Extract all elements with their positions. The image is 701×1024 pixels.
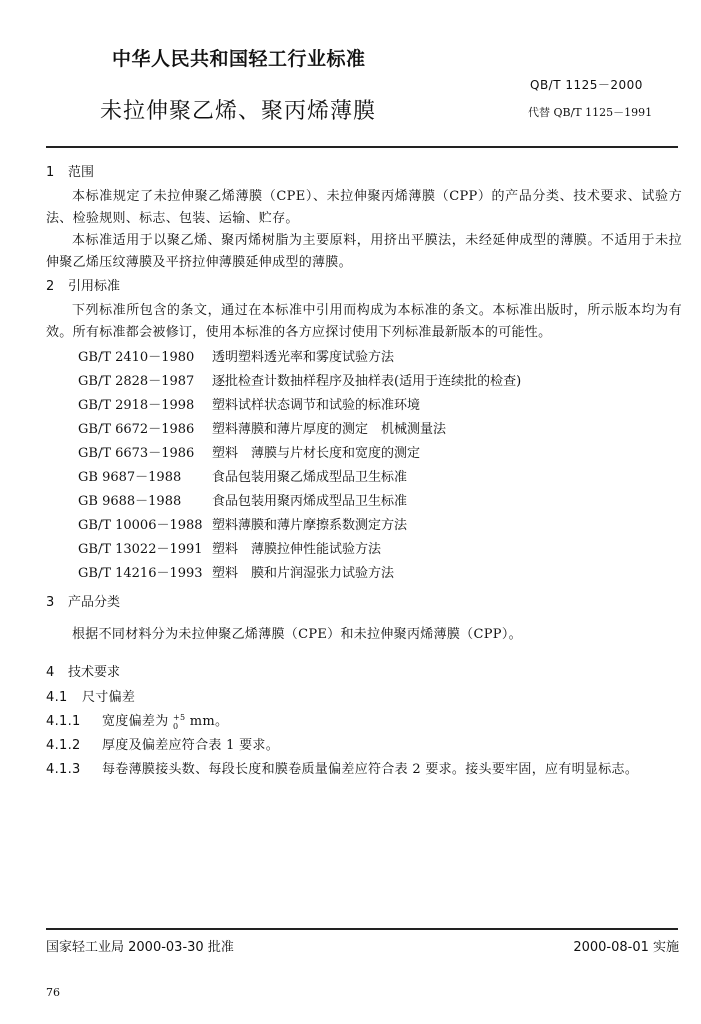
- reference-item: [46, 442, 682, 466]
- reference-title: 塑料薄膜和薄片摩擦系数测定方法: [212, 518, 408, 533]
- tolerance-lower: 0: [172, 721, 179, 731]
- reference-title: 塑料 薄膜与片材长度和宽度的测定: [212, 446, 421, 461]
- reference-title: 塑料薄膜和薄片厚度的测定 机械测量法: [212, 422, 447, 437]
- reference-item: [46, 490, 682, 514]
- reference-title: 逐批检查计数抽样程序及抽样表(适用于连续批的检查): [212, 374, 522, 389]
- clause-text: 宽度偏差为: [102, 714, 173, 729]
- section-number: 1: [46, 165, 55, 180]
- reference-code: GB/T 10006－1988: [78, 518, 203, 533]
- clause-number: 4.1: [46, 690, 68, 705]
- approval-statement: 国家轻工业局 2000-03-30 批准: [46, 940, 234, 955]
- references-intro-paragraph: 下列标准所包含的条文，通过在本标准中引用而构成为本标准的条文。本标准出版时，所示版本均为有效。所有标准都会被修订，使用本标准的各方应探讨使用下列标准最新版本的可能性。: [46, 303, 682, 340]
- reference-code: GB/T 2828－1987: [78, 374, 195, 389]
- reference-title: 食品包装用聚丙烯成型品卫生标准: [212, 494, 408, 509]
- reference-title: 塑料试样状态调节和试验的标准环境: [212, 398, 421, 413]
- replaces-standard: 代替 QB/T 1125－1991: [528, 106, 653, 119]
- section-heading-classification: [46, 590, 682, 616]
- section-title: 技术要求: [68, 665, 121, 680]
- section-number: 2: [46, 279, 55, 294]
- reference-item: [46, 538, 682, 562]
- section-heading-references: [46, 274, 682, 300]
- clause-text: 厚度及偏差应符合表 1 要求。: [102, 738, 280, 753]
- clause-4-1-1: [46, 710, 682, 734]
- section-number: 3: [46, 595, 55, 610]
- clause-number: 4.1.1: [46, 714, 81, 729]
- page-number: 76: [46, 986, 60, 999]
- reference-item: [46, 514, 682, 538]
- section-number: 4: [46, 665, 55, 680]
- clause-4-1-3: [46, 758, 682, 782]
- clause-text: 每卷薄膜接头数、每段长度和膜卷质量偏差应符合表 2 要求。接头要牢固，应有明显标志。: [102, 762, 639, 777]
- document-title: 未拉伸聚乙烯、聚丙烯薄膜: [100, 99, 377, 124]
- section-heading-requirements: [46, 660, 682, 686]
- clause-text-unit: mm。: [185, 714, 229, 729]
- clause-4-1: [46, 686, 682, 710]
- tolerance-upper: +5: [172, 712, 186, 722]
- footer-rule: [46, 928, 678, 930]
- reference-code: GB/T 13022－1991: [78, 542, 203, 557]
- reference-title: 透明塑料透光率和雾度试验方法: [212, 350, 395, 365]
- reference-code: GB/T 6673－1986: [78, 446, 195, 461]
- reference-code: GB/T 2918－1998: [78, 398, 195, 413]
- classification-paragraph: 根据不同材料分为未拉伸聚乙烯薄膜（CPE）和未拉伸聚丙烯薄膜（CPP）。: [72, 627, 522, 642]
- reference-title: 食品包装用聚乙烯成型品卫生标准: [212, 470, 408, 485]
- section-title: 范围: [68, 165, 95, 180]
- clause-number: 4.1.2: [46, 738, 81, 753]
- clause-number: 4.1.3: [46, 762, 81, 777]
- reference-code: GB 9687－1988: [78, 470, 182, 485]
- section-heading-scope: [46, 160, 682, 186]
- scope-paragraph-1: 本标准规定了未拉伸聚乙烯薄膜（CPE）、未拉伸聚丙烯薄膜（CPP）的产品分类、技术要求、试验方法、检验规则、标志、包装、运输、贮存。: [46, 189, 682, 226]
- reference-title: 塑料 薄膜拉伸性能试验方法: [212, 542, 382, 557]
- reference-code: GB 9688－1988: [78, 494, 182, 509]
- width-tolerance: [173, 713, 185, 731]
- clause-4-1-2: [46, 734, 682, 758]
- reference-code: GB/T 2410－1980: [78, 350, 195, 365]
- reference-code: GB/T 14216－1993: [78, 566, 203, 581]
- reference-item: [46, 418, 682, 442]
- header-rule: [46, 146, 678, 148]
- reference-code: GB/T 6672－1986: [78, 422, 195, 437]
- reference-title: 塑料 膜和片润湿张力试验方法: [212, 566, 395, 581]
- reference-item: [46, 346, 682, 370]
- reference-item: [46, 562, 682, 586]
- standard-number: QB/T 1125－2000: [530, 78, 643, 92]
- effective-date: 2000-08-01 实施: [573, 940, 679, 955]
- reference-item: [46, 466, 682, 490]
- reference-list: [46, 346, 682, 586]
- reference-item: [46, 394, 682, 418]
- section-title: 引用标准: [68, 279, 121, 294]
- document-body: [46, 160, 682, 782]
- clause-text: 尺寸偏差: [82, 690, 136, 705]
- section-title: 产品分类: [68, 595, 121, 610]
- scope-paragraph-2: 本标准适用于以聚乙烯、聚丙烯树脂为主要原料，用挤出平膜法，未经延伸成型的薄膜。不适用于未拉伸聚乙烯压纹薄膜及平挤拉伸薄膜延伸成型的薄膜。: [46, 233, 682, 270]
- reference-item: [46, 370, 682, 394]
- issuing-organization-title: 中华人民共和国轻工行业标准: [112, 48, 366, 70]
